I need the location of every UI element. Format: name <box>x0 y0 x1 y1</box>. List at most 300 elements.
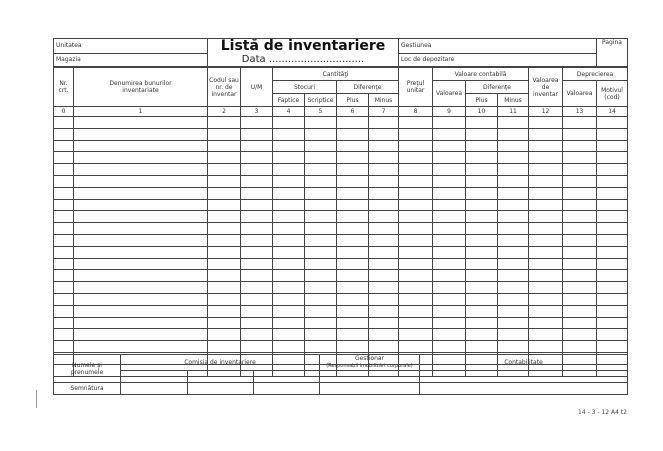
table-cell[interactable] <box>597 329 628 341</box>
table-cell[interactable] <box>529 317 563 329</box>
table-cell[interactable] <box>433 223 466 235</box>
table-cell[interactable] <box>54 152 74 164</box>
table-cell[interactable] <box>305 258 337 270</box>
table-cell[interactable] <box>563 341 597 353</box>
table-cell[interactable] <box>597 187 628 199</box>
table-cell[interactable] <box>54 293 74 305</box>
table-cell[interactable] <box>74 175 208 187</box>
table-cell[interactable] <box>466 152 498 164</box>
table-cell[interactable] <box>305 175 337 187</box>
table-cell[interactable] <box>433 329 466 341</box>
table-cell[interactable] <box>54 199 74 211</box>
table-cell[interactable] <box>466 293 498 305</box>
table-cell[interactable] <box>369 211 399 223</box>
table-cell[interactable] <box>399 270 433 282</box>
table-cell[interactable] <box>208 117 241 129</box>
table-cell[interactable] <box>305 293 337 305</box>
table-cell[interactable] <box>399 117 433 129</box>
table-cell[interactable] <box>369 152 399 164</box>
table-cell[interactable] <box>563 140 597 152</box>
table-cell[interactable] <box>369 187 399 199</box>
table-cell[interactable] <box>433 258 466 270</box>
table-cell[interactable] <box>273 305 305 317</box>
table-cell[interactable] <box>498 128 529 140</box>
table-cell[interactable] <box>563 282 597 294</box>
table-cell[interactable] <box>54 223 74 235</box>
accounting-signature[interactable] <box>420 383 628 395</box>
table-cell[interactable] <box>54 140 74 152</box>
table-cell[interactable] <box>433 211 466 223</box>
table-cell[interactable] <box>273 341 305 353</box>
table-cell[interactable] <box>433 293 466 305</box>
table-cell[interactable] <box>498 187 529 199</box>
table-cell[interactable] <box>597 246 628 258</box>
table-cell[interactable] <box>54 234 74 246</box>
table-cell[interactable] <box>241 317 273 329</box>
table-cell[interactable] <box>563 199 597 211</box>
table-cell[interactable] <box>563 152 597 164</box>
table-cell[interactable] <box>74 187 208 199</box>
table-cell[interactable] <box>273 234 305 246</box>
table-cell[interactable] <box>241 305 273 317</box>
table-cell[interactable] <box>273 246 305 258</box>
table-cell[interactable] <box>597 234 628 246</box>
table-cell[interactable] <box>399 164 433 176</box>
management-field[interactable]: Gestiunea <box>399 39 597 54</box>
store-field[interactable]: Magazia <box>54 53 208 66</box>
table-cell[interactable] <box>433 341 466 353</box>
table-cell[interactable] <box>369 282 399 294</box>
table-cell[interactable] <box>529 293 563 305</box>
table-cell[interactable] <box>305 270 337 282</box>
table-cell[interactable] <box>208 140 241 152</box>
table-cell[interactable] <box>498 282 529 294</box>
table-cell[interactable] <box>54 305 74 317</box>
table-cell[interactable] <box>529 246 563 258</box>
table-cell[interactable] <box>433 270 466 282</box>
table-cell[interactable] <box>273 187 305 199</box>
table-cell[interactable] <box>433 164 466 176</box>
table-cell[interactable] <box>529 282 563 294</box>
table-cell[interactable] <box>498 246 529 258</box>
table-cell[interactable] <box>273 164 305 176</box>
table-cell[interactable] <box>433 246 466 258</box>
table-cell[interactable] <box>498 341 529 353</box>
table-cell[interactable] <box>466 164 498 176</box>
table-cell[interactable] <box>305 211 337 223</box>
table-cell[interactable] <box>466 317 498 329</box>
table-cell[interactable] <box>399 128 433 140</box>
unit-field[interactable]: Unitatea <box>54 39 208 54</box>
commission-name-1[interactable] <box>121 371 188 383</box>
table-cell[interactable] <box>273 175 305 187</box>
table-cell[interactable] <box>241 175 273 187</box>
table-cell[interactable] <box>529 223 563 235</box>
table-cell[interactable] <box>529 341 563 353</box>
table-cell[interactable] <box>273 282 305 294</box>
table-cell[interactable] <box>208 199 241 211</box>
table-cell[interactable] <box>563 258 597 270</box>
table-cell[interactable] <box>399 317 433 329</box>
table-cell[interactable] <box>369 258 399 270</box>
table-cell[interactable] <box>498 175 529 187</box>
table-cell[interactable] <box>369 293 399 305</box>
table-cell[interactable] <box>498 223 529 235</box>
table-cell[interactable] <box>74 317 208 329</box>
table-cell[interactable] <box>597 305 628 317</box>
table-cell[interactable] <box>305 329 337 341</box>
table-cell[interactable] <box>466 341 498 353</box>
table-cell[interactable] <box>369 246 399 258</box>
table-cell[interactable] <box>54 175 74 187</box>
table-cell[interactable] <box>399 305 433 317</box>
table-cell[interactable] <box>563 317 597 329</box>
table-cell[interactable] <box>74 329 208 341</box>
table-cell[interactable] <box>74 140 208 152</box>
table-cell[interactable] <box>208 175 241 187</box>
table-cell[interactable] <box>498 317 529 329</box>
table-cell[interactable] <box>466 140 498 152</box>
table-cell[interactable] <box>208 246 241 258</box>
table-cell[interactable] <box>529 234 563 246</box>
table-cell[interactable] <box>241 282 273 294</box>
table-cell[interactable] <box>208 341 241 353</box>
table-cell[interactable] <box>305 187 337 199</box>
table-cell[interactable] <box>337 293 369 305</box>
table-cell[interactable] <box>498 329 529 341</box>
table-cell[interactable] <box>273 329 305 341</box>
table-cell[interactable] <box>337 175 369 187</box>
table-cell[interactable] <box>466 270 498 282</box>
table-cell[interactable] <box>273 223 305 235</box>
table-cell[interactable] <box>74 293 208 305</box>
table-cell[interactable] <box>433 234 466 246</box>
table-cell[interactable] <box>466 246 498 258</box>
table-cell[interactable] <box>369 305 399 317</box>
table-cell[interactable] <box>597 152 628 164</box>
table-cell[interactable] <box>399 140 433 152</box>
table-cell[interactable] <box>74 305 208 317</box>
table-cell[interactable] <box>498 211 529 223</box>
table-cell[interactable] <box>337 152 369 164</box>
table-cell[interactable] <box>241 234 273 246</box>
table-cell[interactable] <box>529 152 563 164</box>
table-cell[interactable] <box>337 341 369 353</box>
table-cell[interactable] <box>399 199 433 211</box>
table-cell[interactable] <box>498 164 529 176</box>
table-cell[interactable] <box>208 329 241 341</box>
table-cell[interactable] <box>208 282 241 294</box>
table-cell[interactable] <box>208 164 241 176</box>
table-cell[interactable] <box>498 199 529 211</box>
table-cell[interactable] <box>466 258 498 270</box>
table-cell[interactable] <box>498 258 529 270</box>
table-cell[interactable] <box>241 329 273 341</box>
table-cell[interactable] <box>337 187 369 199</box>
table-cell[interactable] <box>337 128 369 140</box>
table-cell[interactable] <box>369 341 399 353</box>
table-cell[interactable] <box>74 246 208 258</box>
table-cell[interactable] <box>597 317 628 329</box>
table-cell[interactable] <box>54 164 74 176</box>
manager-name[interactable] <box>320 371 420 383</box>
table-cell[interactable] <box>241 341 273 353</box>
table-cell[interactable] <box>54 258 74 270</box>
table-cell[interactable] <box>529 128 563 140</box>
table-cell[interactable] <box>466 128 498 140</box>
table-cell[interactable] <box>54 117 74 129</box>
table-cell[interactable] <box>208 317 241 329</box>
table-cell[interactable] <box>273 317 305 329</box>
table-cell[interactable] <box>54 246 74 258</box>
table-cell[interactable] <box>208 258 241 270</box>
commission-signature-1[interactable] <box>121 383 188 395</box>
table-cell[interactable] <box>433 305 466 317</box>
table-cell[interactable] <box>433 317 466 329</box>
table-cell[interactable] <box>597 128 628 140</box>
table-cell[interactable] <box>399 175 433 187</box>
table-cell[interactable] <box>74 282 208 294</box>
table-cell[interactable] <box>337 246 369 258</box>
table-cell[interactable] <box>399 246 433 258</box>
table-cell[interactable] <box>597 140 628 152</box>
table-cell[interactable] <box>305 223 337 235</box>
table-cell[interactable] <box>273 128 305 140</box>
table-cell[interactable] <box>273 117 305 129</box>
table-cell[interactable] <box>369 270 399 282</box>
table-cell[interactable] <box>597 175 628 187</box>
table-cell[interactable] <box>433 140 466 152</box>
table-cell[interactable] <box>529 117 563 129</box>
table-cell[interactable] <box>466 305 498 317</box>
table-cell[interactable] <box>498 117 529 129</box>
table-cell[interactable] <box>399 329 433 341</box>
table-cell[interactable] <box>369 128 399 140</box>
table-cell[interactable] <box>74 211 208 223</box>
table-cell[interactable] <box>369 140 399 152</box>
table-cell[interactable] <box>241 258 273 270</box>
table-cell[interactable] <box>241 211 273 223</box>
table-cell[interactable] <box>273 211 305 223</box>
table-cell[interactable] <box>399 293 433 305</box>
table-cell[interactable] <box>337 117 369 129</box>
table-cell[interactable] <box>466 199 498 211</box>
table-cell[interactable] <box>54 270 74 282</box>
table-cell[interactable] <box>597 223 628 235</box>
table-cell[interactable] <box>305 317 337 329</box>
table-cell[interactable] <box>305 164 337 176</box>
table-cell[interactable] <box>337 140 369 152</box>
table-cell[interactable] <box>305 128 337 140</box>
table-cell[interactable] <box>305 140 337 152</box>
table-cell[interactable] <box>597 293 628 305</box>
table-cell[interactable] <box>273 140 305 152</box>
table-cell[interactable] <box>433 152 466 164</box>
table-cell[interactable] <box>597 282 628 294</box>
table-cell[interactable] <box>241 128 273 140</box>
table-cell[interactable] <box>241 117 273 129</box>
table-cell[interactable] <box>305 341 337 353</box>
table-cell[interactable] <box>433 282 466 294</box>
table-cell[interactable] <box>305 282 337 294</box>
table-cell[interactable] <box>241 152 273 164</box>
table-cell[interactable] <box>74 164 208 176</box>
table-cell[interactable] <box>597 270 628 282</box>
table-cell[interactable] <box>597 117 628 129</box>
table-cell[interactable] <box>208 234 241 246</box>
table-cell[interactable] <box>369 234 399 246</box>
table-cell[interactable] <box>529 305 563 317</box>
table-cell[interactable] <box>54 211 74 223</box>
table-cell[interactable] <box>305 152 337 164</box>
table-cell[interactable] <box>54 282 74 294</box>
table-cell[interactable] <box>597 199 628 211</box>
table-cell[interactable] <box>337 234 369 246</box>
table-cell[interactable] <box>305 199 337 211</box>
table-cell[interactable] <box>241 223 273 235</box>
table-cell[interactable] <box>208 305 241 317</box>
table-cell[interactable] <box>563 270 597 282</box>
table-cell[interactable] <box>208 270 241 282</box>
table-cell[interactable] <box>369 329 399 341</box>
table-cell[interactable] <box>466 234 498 246</box>
table-cell[interactable] <box>273 293 305 305</box>
table-cell[interactable] <box>337 329 369 341</box>
table-cell[interactable] <box>337 211 369 223</box>
table-cell[interactable] <box>337 199 369 211</box>
table-cell[interactable] <box>369 164 399 176</box>
table-cell[interactable] <box>529 140 563 152</box>
table-cell[interactable] <box>563 305 597 317</box>
table-cell[interactable] <box>466 211 498 223</box>
table-cell[interactable] <box>466 175 498 187</box>
table-cell[interactable] <box>337 164 369 176</box>
table-cell[interactable] <box>529 199 563 211</box>
table-cell[interactable] <box>529 211 563 223</box>
date-field[interactable]: Data .............................. <box>208 53 399 66</box>
accounting-name[interactable] <box>420 371 628 383</box>
table-cell[interactable] <box>369 117 399 129</box>
table-cell[interactable] <box>597 211 628 223</box>
table-cell[interactable] <box>273 152 305 164</box>
table-cell[interactable] <box>54 128 74 140</box>
table-cell[interactable] <box>305 305 337 317</box>
table-cell[interactable] <box>208 223 241 235</box>
table-cell[interactable] <box>54 187 74 199</box>
table-cell[interactable] <box>74 152 208 164</box>
table-cell[interactable] <box>433 187 466 199</box>
table-cell[interactable] <box>498 270 529 282</box>
table-cell[interactable] <box>433 175 466 187</box>
table-cell[interactable] <box>305 234 337 246</box>
table-cell[interactable] <box>74 270 208 282</box>
table-cell[interactable] <box>498 234 529 246</box>
table-cell[interactable] <box>399 152 433 164</box>
table-cell[interactable] <box>305 117 337 129</box>
table-cell[interactable] <box>369 317 399 329</box>
table-cell[interactable] <box>563 223 597 235</box>
table-cell[interactable] <box>399 258 433 270</box>
table-cell[interactable] <box>241 246 273 258</box>
table-cell[interactable] <box>529 329 563 341</box>
table-cell[interactable] <box>466 329 498 341</box>
table-cell[interactable] <box>563 117 597 129</box>
table-cell[interactable] <box>337 258 369 270</box>
table-cell[interactable] <box>563 246 597 258</box>
table-cell[interactable] <box>208 211 241 223</box>
table-cell[interactable] <box>241 140 273 152</box>
table-cell[interactable] <box>399 282 433 294</box>
table-cell[interactable] <box>273 199 305 211</box>
table-cell[interactable] <box>498 152 529 164</box>
table-cell[interactable] <box>597 258 628 270</box>
table-cell[interactable] <box>54 329 74 341</box>
table-cell[interactable] <box>241 187 273 199</box>
table-cell[interactable] <box>337 305 369 317</box>
table-cell[interactable] <box>74 223 208 235</box>
table-cell[interactable] <box>563 187 597 199</box>
table-cell[interactable] <box>529 270 563 282</box>
table-cell[interactable] <box>529 258 563 270</box>
table-cell[interactable] <box>498 140 529 152</box>
table-cell[interactable] <box>241 293 273 305</box>
table-cell[interactable] <box>74 258 208 270</box>
table-cell[interactable] <box>369 175 399 187</box>
commission-signature-2[interactable] <box>188 383 254 395</box>
table-cell[interactable] <box>337 317 369 329</box>
table-cell[interactable] <box>563 211 597 223</box>
table-cell[interactable] <box>399 234 433 246</box>
table-cell[interactable] <box>433 117 466 129</box>
table-cell[interactable] <box>241 270 273 282</box>
table-cell[interactable] <box>529 164 563 176</box>
commission-signature-3[interactable] <box>254 383 320 395</box>
table-cell[interactable] <box>241 164 273 176</box>
commission-name-3[interactable] <box>254 371 320 383</box>
table-cell[interactable] <box>563 293 597 305</box>
table-cell[interactable] <box>273 258 305 270</box>
manager-signature[interactable] <box>320 383 420 395</box>
table-cell[interactable] <box>208 187 241 199</box>
location-field[interactable]: Loc de depozitare <box>399 53 597 66</box>
table-cell[interactable] <box>74 234 208 246</box>
table-cell[interactable] <box>563 128 597 140</box>
table-cell[interactable] <box>498 293 529 305</box>
table-cell[interactable] <box>563 329 597 341</box>
page-field[interactable]: Pagina <box>597 39 628 67</box>
table-cell[interactable] <box>399 341 433 353</box>
table-cell[interactable] <box>74 117 208 129</box>
table-cell[interactable] <box>54 317 74 329</box>
table-cell[interactable] <box>466 282 498 294</box>
table-cell[interactable] <box>208 293 241 305</box>
table-cell[interactable] <box>241 199 273 211</box>
table-cell[interactable] <box>399 187 433 199</box>
table-cell[interactable] <box>273 270 305 282</box>
table-cell[interactable] <box>208 128 241 140</box>
table-cell[interactable] <box>529 175 563 187</box>
table-cell[interactable] <box>563 234 597 246</box>
table-cell[interactable] <box>433 199 466 211</box>
table-cell[interactable] <box>337 223 369 235</box>
table-cell[interactable] <box>563 175 597 187</box>
table-cell[interactable] <box>54 341 74 353</box>
table-cell[interactable] <box>337 270 369 282</box>
table-cell[interactable] <box>529 187 563 199</box>
table-cell[interactable] <box>399 211 433 223</box>
table-cell[interactable] <box>433 128 466 140</box>
table-cell[interactable] <box>369 223 399 235</box>
